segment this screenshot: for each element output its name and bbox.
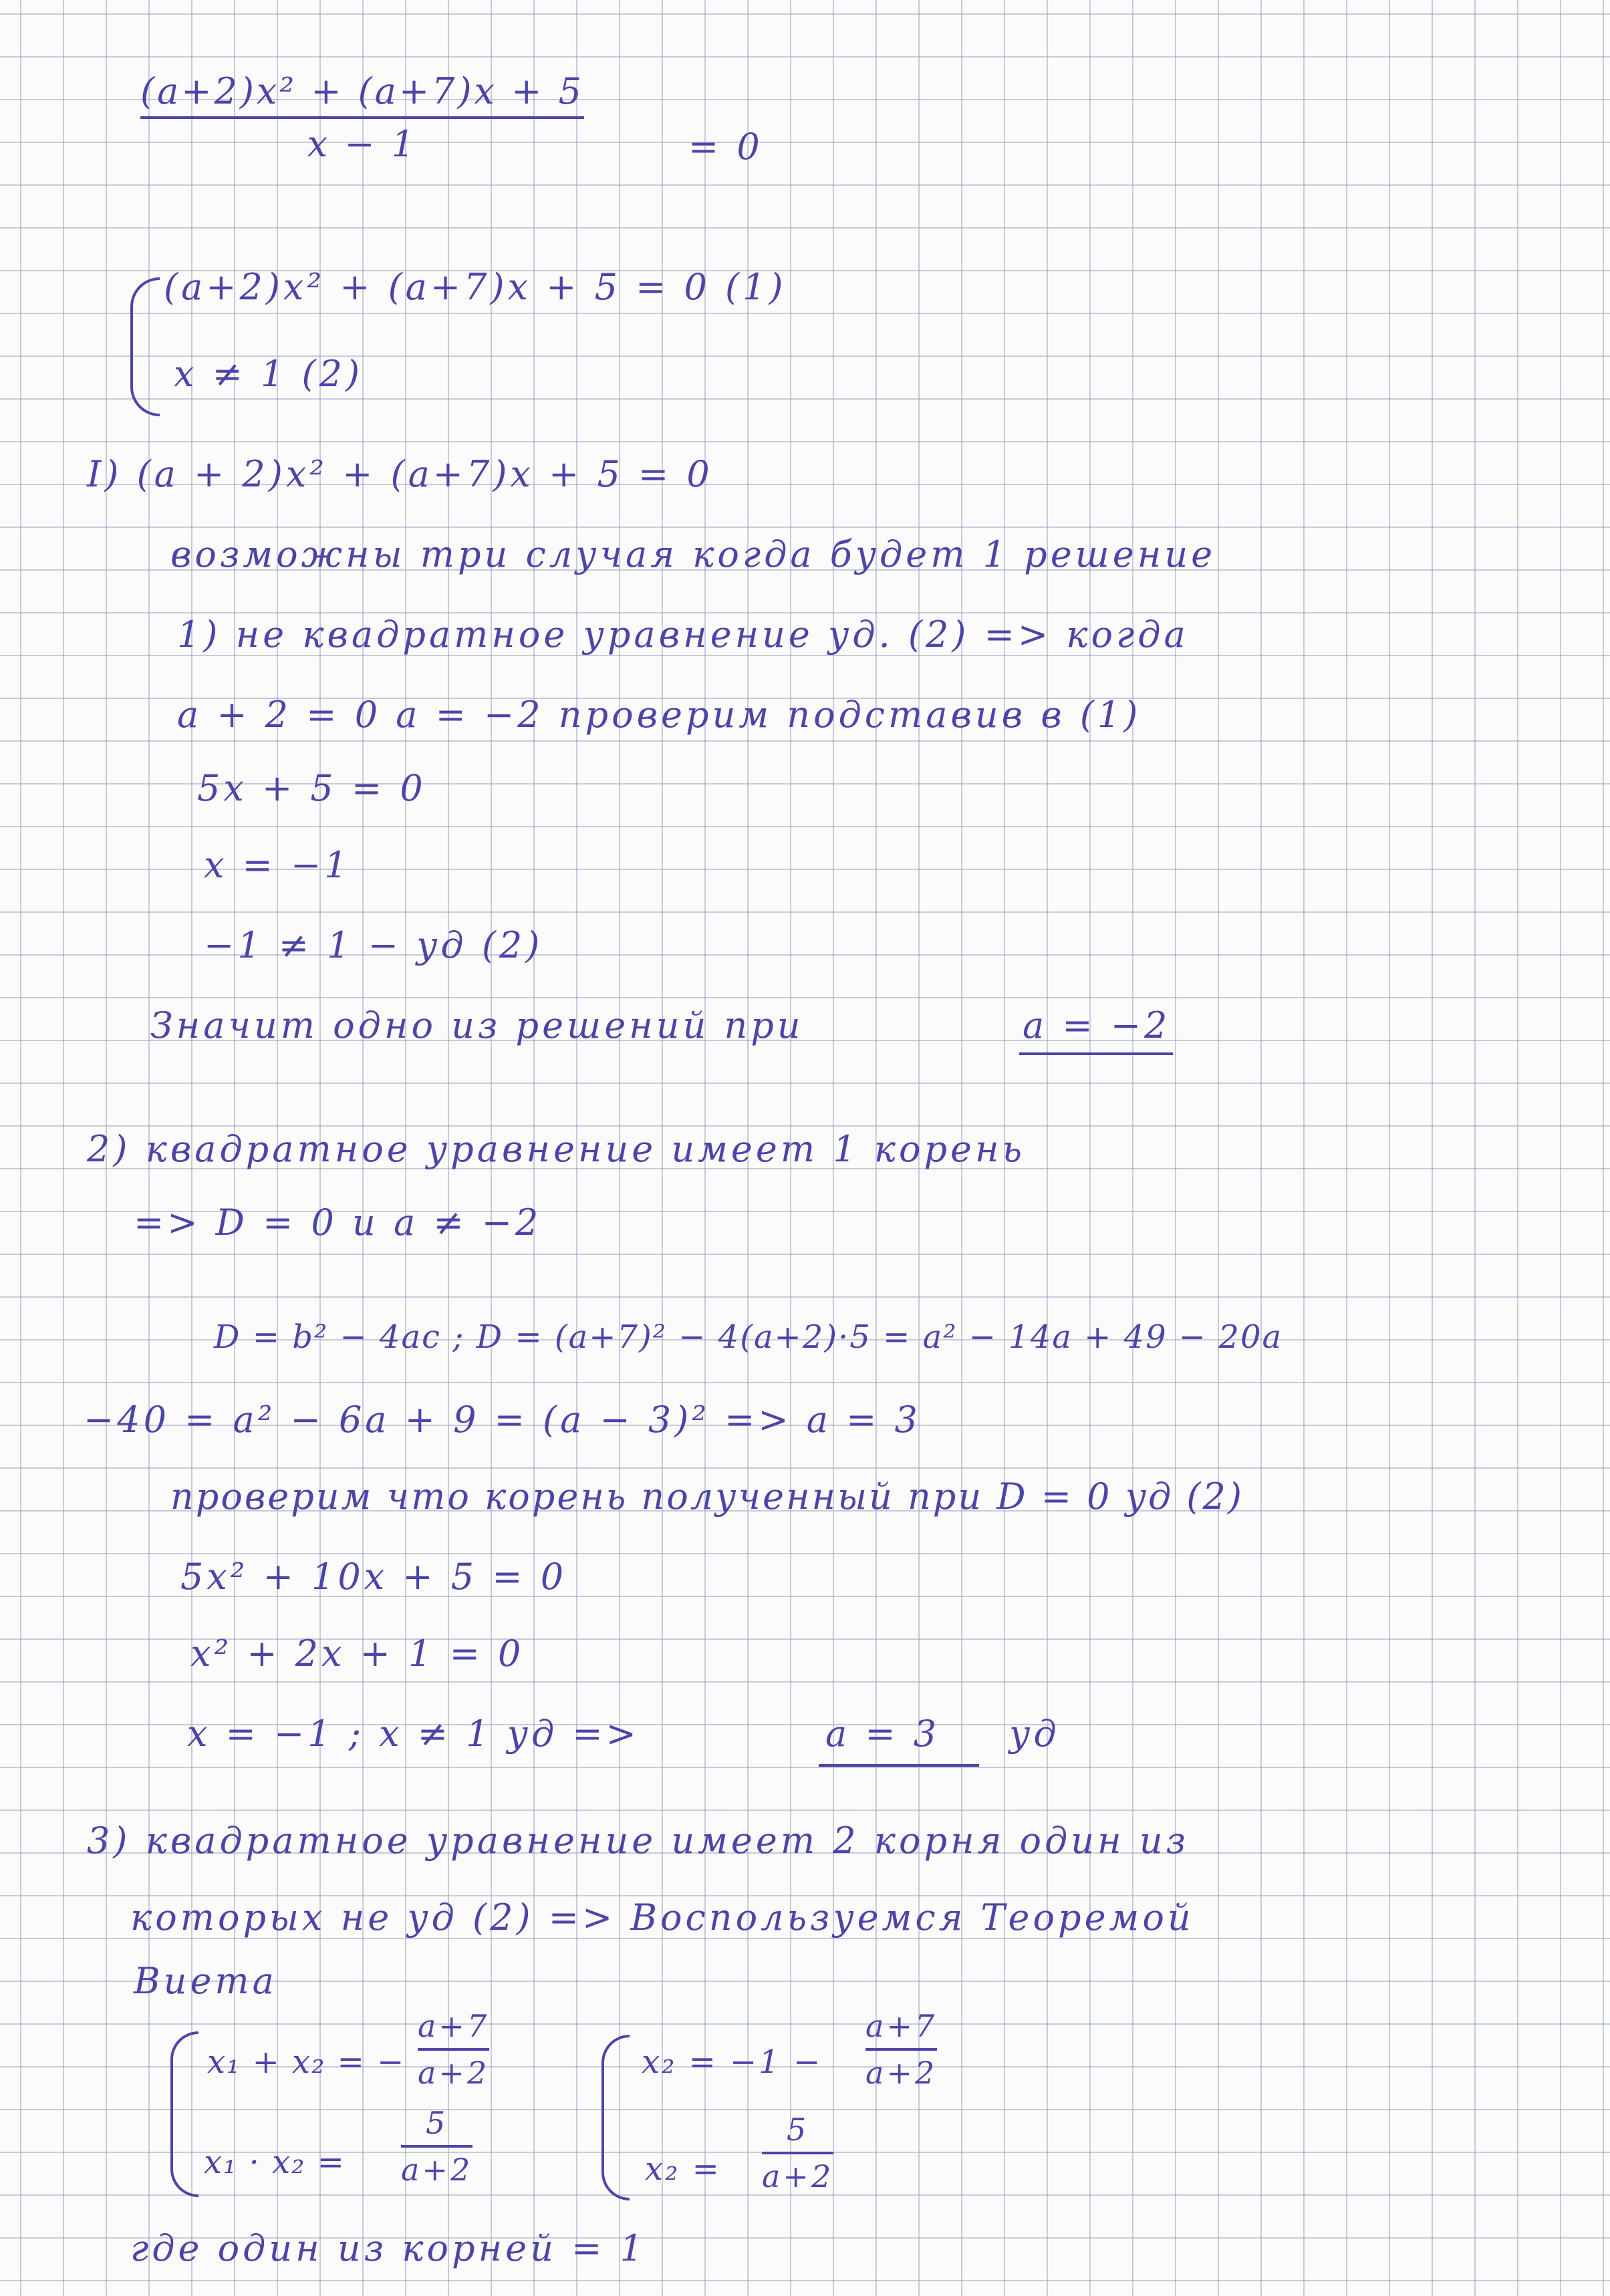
part1-intro: возможны три случая когда будет 1 решение xyxy=(170,533,1216,575)
main-rhs: = 0 xyxy=(688,126,763,168)
case2-line6: 5x² + 10x + 5 = 0 xyxy=(180,1556,567,1598)
case2-line4: −40 = a² − 6a + 9 = (a − 3)² => a = 3 xyxy=(84,1399,921,1441)
system-brace xyxy=(130,277,160,416)
vieta-a2-den: a+2 xyxy=(401,2152,473,2188)
vieta-brace-left xyxy=(170,2031,198,2197)
vieta-b2-lhs: x₂ = xyxy=(645,2150,721,2188)
vieta-a1-lhs: x₁ + x₂ = − xyxy=(207,2043,406,2081)
fraction-bar xyxy=(865,2048,937,2051)
case2-line8-end: уд xyxy=(1009,1713,1060,1755)
case1-line1: 1) не квадратное уравнение уд. (2) => когда xyxy=(177,613,1189,656)
case1-line2: a + 2 = 0 a = −2 проверим подставив в (1) xyxy=(177,694,1142,736)
case1-line5: −1 ≠ 1 − уд (2) xyxy=(204,924,543,966)
case2-answer: a = 3 xyxy=(825,1713,940,1755)
vieta-a2-num: 5 xyxy=(425,2105,448,2141)
case3-line1: 3) квадратное уравнение имеет 2 корня один из xyxy=(87,1820,1190,1862)
main-fraction xyxy=(140,70,584,165)
case1-answer-underline xyxy=(1019,1052,1173,1055)
case2-line1: 2) квадратное уравнение имеет 1 корень xyxy=(87,1128,1025,1170)
vieta-b2-num: 5 xyxy=(786,2112,809,2148)
final-line: где один из корней = 1 xyxy=(130,2227,646,2269)
case1-answer: a = −2 xyxy=(1023,1004,1171,1046)
case1-line4: x = −1 xyxy=(204,844,351,886)
case1-conclusion: Значит одно из решений при xyxy=(150,1004,804,1046)
fraction-bar xyxy=(418,2048,489,2051)
vieta-a2-frac xyxy=(401,2105,473,2188)
vieta-a1-num: a+7 xyxy=(418,2008,490,2044)
vieta-a2-lhs: x₁ · x₂ = xyxy=(204,2144,346,2181)
case2-line8: x = −1 ; x ≠ 1 уд => xyxy=(187,1713,640,1755)
case2-line7: x² + 2x + 1 = 0 xyxy=(190,1632,525,1675)
case1-line3: 5x + 5 = 0 xyxy=(197,767,426,809)
case2-line2: => D = 0 и a ≠ −2 xyxy=(134,1201,542,1244)
main-numerator: (a+2)x² + (a+7)x + 5 xyxy=(140,70,584,112)
vieta-brace-right xyxy=(601,2035,630,2200)
vieta-b1-lhs: x₂ = −1 − xyxy=(642,2043,823,2081)
main-denominator: x − 1 xyxy=(307,123,418,165)
vieta-b1-num: a+7 xyxy=(865,2008,938,2044)
fraction-bar xyxy=(140,116,584,119)
system-eq1: (a+2)x² + (a+7)x + 5 = 0 (1) xyxy=(164,266,787,308)
case3-line2: которых не уд (2) => Воспользуемся Теоремой xyxy=(130,1896,1194,1939)
system-eq2: x ≠ 1 (2) xyxy=(174,353,364,395)
case2-line3: D = b² − 4ac ; D = (a+7)² − 4(a+2)·5 = a² − 14a + 49 − 20a xyxy=(214,1318,1283,1356)
part1-header: I) (a + 2)x² + (a+7)x + 5 = 0 xyxy=(87,453,713,495)
case2-line5: проверим что корень полученный при D = 0 уд (2) xyxy=(170,1475,1244,1518)
case2-answer-underline xyxy=(819,1764,979,1767)
case3-line3: Виета xyxy=(134,1960,277,2002)
vieta-b2-frac xyxy=(762,2112,833,2194)
vieta-a1-frac xyxy=(418,2008,489,2091)
vieta-b1-frac xyxy=(865,2008,937,2091)
vieta-b1-den: a+2 xyxy=(865,2055,938,2091)
vieta-a1-den: a+2 xyxy=(418,2055,490,2091)
fraction-bar xyxy=(762,2152,833,2154)
vieta-b2-den: a+2 xyxy=(762,2158,834,2194)
fraction-bar xyxy=(401,2145,473,2148)
